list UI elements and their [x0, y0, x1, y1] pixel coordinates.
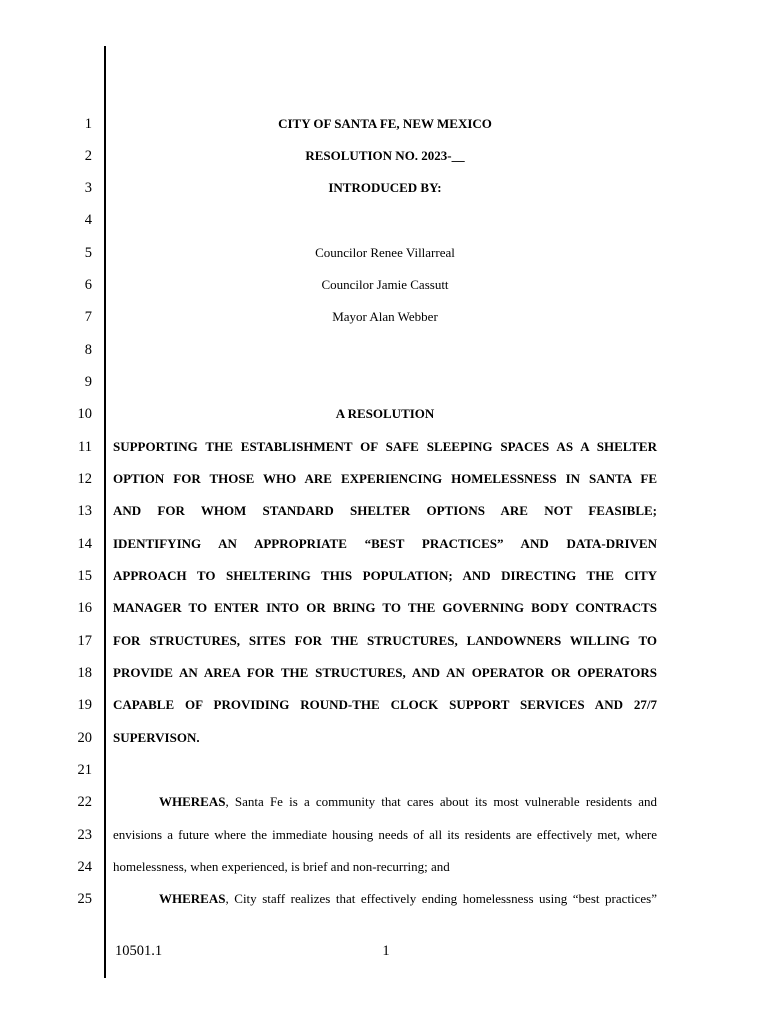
- resolution-title-line: AND FOR WHOM STANDARD SHELTER OPTIONS ARE NOT FEASIBLE;: [113, 503, 657, 518]
- line-number: 5: [84, 245, 92, 261]
- line-number: 3: [84, 180, 92, 196]
- introduced-by-label: INTRODUCED BY:: [328, 180, 442, 195]
- document-id: 10501.1: [115, 943, 163, 959]
- line-number: 14: [77, 536, 92, 552]
- line-number: 18: [77, 665, 92, 681]
- page-number: 1: [382, 943, 390, 959]
- resolution-number: RESOLUTION NO. 2023-__: [305, 148, 465, 163]
- line-number: 25: [77, 891, 92, 907]
- line-number: 7: [84, 309, 92, 325]
- line-number: 17: [77, 633, 92, 649]
- resolution-heading: A RESOLUTION: [335, 406, 435, 421]
- whereas-text: , City staff realizes that effectively ending homelessness using “best practices”: [225, 891, 657, 906]
- whereas-clause-line: envisions a future where the immediate housing needs of all its residents are effectively met, where: [113, 827, 657, 842]
- line-number: 11: [78, 439, 92, 455]
- left-margin-rule: [104, 46, 106, 978]
- line-number: 21: [77, 762, 92, 778]
- city-heading: CITY OF SANTA FE, NEW MEXICO: [278, 116, 492, 131]
- resolution-title-line: SUPERVISON.: [113, 730, 200, 745]
- line-number: 19: [77, 697, 92, 713]
- whereas-clause-line: homelessness, when experienced, is brief and non-recurring; and: [113, 859, 450, 874]
- line-number: 4: [84, 212, 92, 228]
- line-number: 12: [77, 471, 92, 487]
- line-number: 22: [77, 794, 92, 810]
- line-number: 13: [77, 503, 92, 519]
- resolution-title-line: APPROACH TO SHELTERING THIS POPULATION; AND DIRECTING THE CITY: [113, 568, 657, 583]
- resolution-title-line: FOR STRUCTURES, SITES FOR THE STRUCTURES, LANDOWNERS WILLING TO: [113, 633, 657, 648]
- line-number: 15: [77, 568, 92, 584]
- line-number: 23: [77, 827, 92, 843]
- sponsor-name: Councilor Jamie Cassutt: [321, 277, 449, 292]
- line-number: 6: [84, 277, 92, 293]
- line-number: 2: [84, 148, 92, 164]
- whereas-text: , Santa Fe is a community that cares about its most vulnerable residents and: [225, 794, 657, 809]
- resolution-title-line: IDENTIFYING AN APPROPRIATE “BEST PRACTICES” AND DATA-DRIVEN: [113, 536, 657, 551]
- resolution-title-line: OPTION FOR THOSE WHO ARE EXPERIENCING HOMELESSNESS IN SANTA FE: [113, 471, 657, 486]
- whereas-keyword: WHEREAS: [159, 891, 226, 906]
- line-number: 10: [77, 406, 92, 422]
- line-number: 9: [84, 374, 92, 390]
- whereas-clause-line: [113, 793, 657, 811]
- sponsor-name: Councilor Renee Villarreal: [315, 245, 455, 260]
- whereas-keyword: WHEREAS: [159, 794, 226, 809]
- resolution-title-line: CAPABLE OF PROVIDING ROUND-THE CLOCK SUPPORT SERVICES AND 27/7: [113, 697, 657, 712]
- resolution-title-line: MANAGER TO ENTER INTO OR BRING TO THE GOVERNING BODY CONTRACTS: [113, 600, 657, 615]
- resolution-title-line: PROVIDE AN AREA FOR THE STRUCTURES, AND AN OPERATOR OR OPERATORS: [113, 665, 657, 680]
- sponsor-name: Mayor Alan Webber: [332, 309, 438, 324]
- line-number: 20: [77, 730, 92, 746]
- resolution-title-line: SUPPORTING THE ESTABLISHMENT OF SAFE SLEEPING SPACES AS A SHELTER: [113, 439, 657, 454]
- line-number: 1: [84, 116, 92, 132]
- line-number: 24: [77, 859, 92, 875]
- line-number: 16: [77, 600, 92, 616]
- whereas-clause-line: [113, 890, 657, 908]
- line-number: 8: [84, 342, 92, 358]
